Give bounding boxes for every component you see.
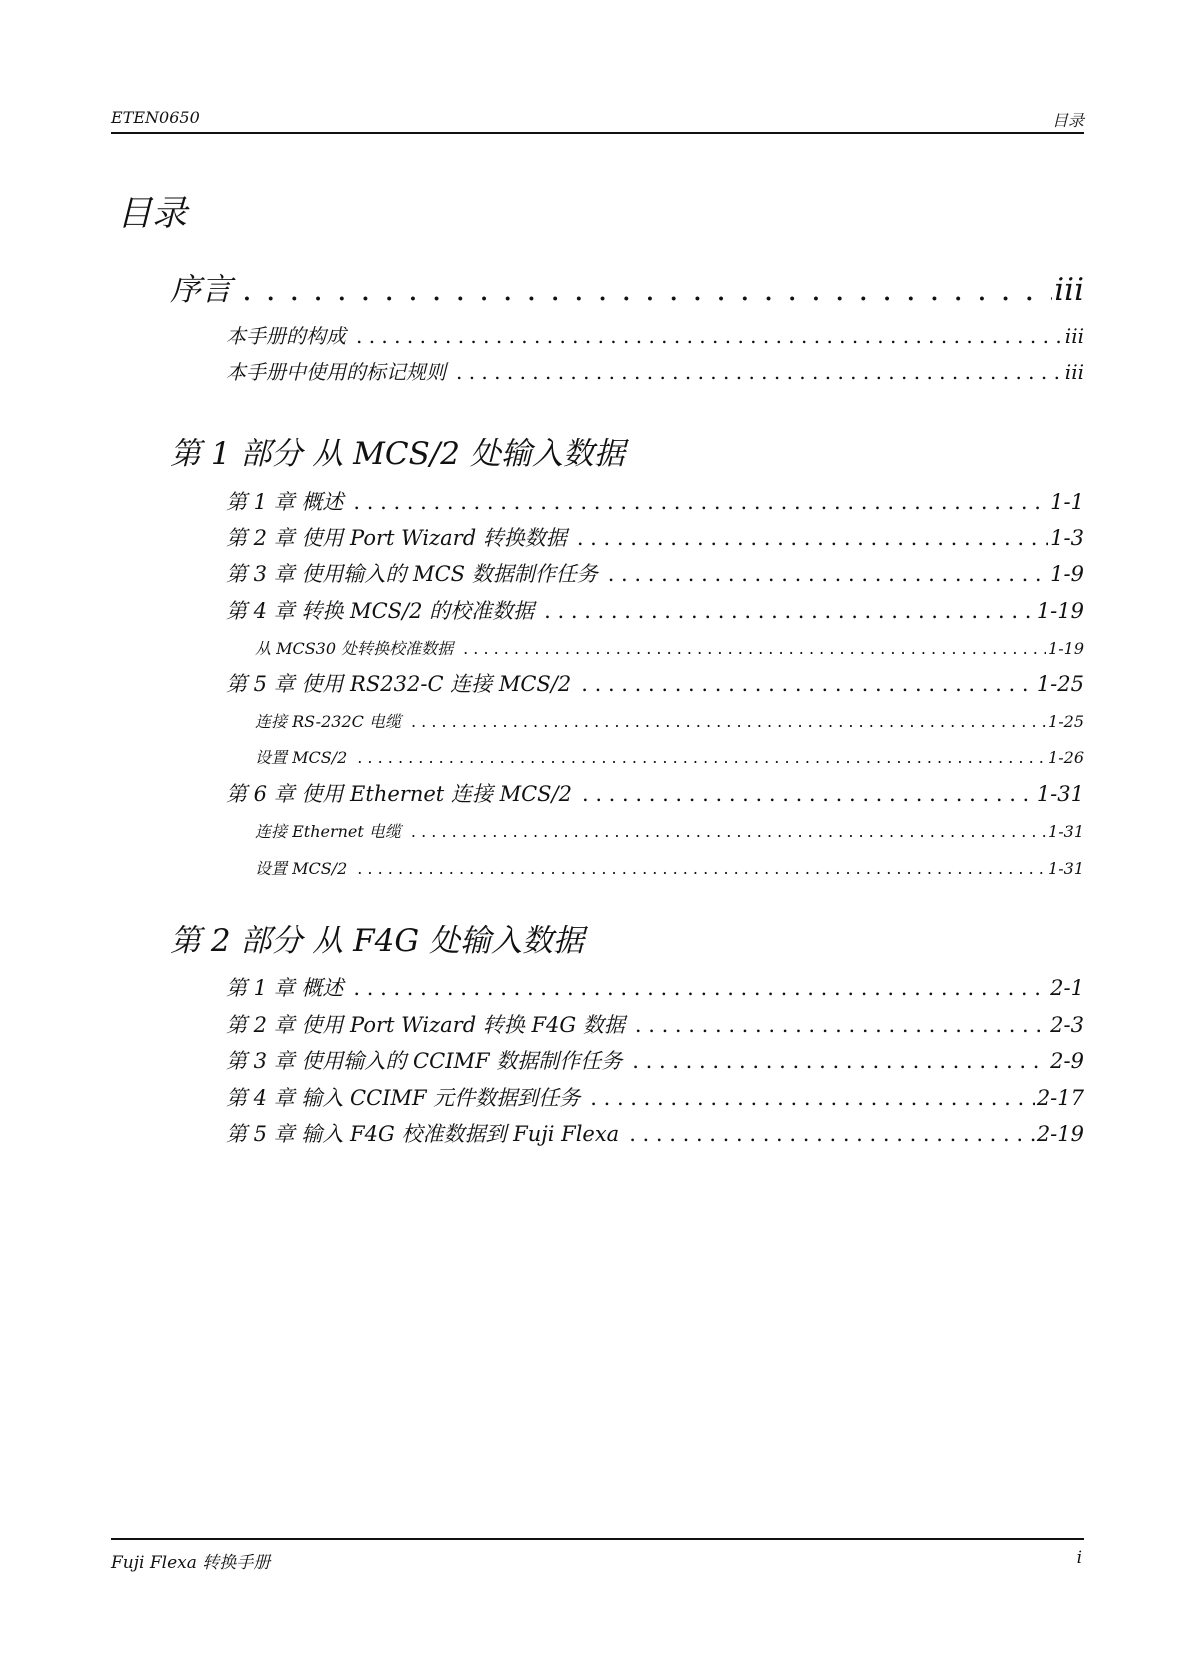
- toc-entry-section[interactable]: [255, 709, 1084, 732]
- toc-entry-page: 2-9: [1050, 1049, 1084, 1073]
- toc-entry-title: 第 6 章 使用 Ethernet 连接 MCS/2: [226, 782, 572, 806]
- toc-entry-chapter[interactable]: [226, 558, 1084, 588]
- toc-entry-title: 第 2 章 使用 Port Wizard 转换 F4G 数据: [226, 1013, 625, 1037]
- toc-leader-dots: [353, 490, 1048, 514]
- toc-entry-chapter[interactable]: [226, 522, 1084, 552]
- toc-leader-dots: [544, 599, 1035, 623]
- toc-entry-page: 1-26: [1048, 748, 1084, 767]
- toc-entry-chapter[interactable]: [226, 595, 1084, 625]
- toc-entry-page: 2-17: [1036, 1086, 1084, 1110]
- toc-leader-dots: [577, 526, 1048, 550]
- toc-entry-title: 第 1 章 概述: [226, 490, 344, 514]
- toc-leader-dots: [635, 1013, 1048, 1037]
- footer-manual-title: Fuji Flexa 转换手册: [111, 1553, 271, 1573]
- header-rule: [111, 132, 1084, 134]
- toc-entry-page: 1-19: [1048, 639, 1084, 658]
- toc-entry-title: 第 5 章 使用 RS232-C 连接 MCS/2: [226, 672, 572, 696]
- toc-leader-dots: [411, 822, 1046, 841]
- toc-entry-title: 第 2 章 使用 Port Wizard 转换数据: [226, 526, 567, 550]
- toc-leader-dots: [581, 672, 1035, 696]
- toc-entry-chapter[interactable]: [226, 972, 1084, 1002]
- toc-entry-page: 1-3: [1050, 526, 1084, 550]
- toc-leader-dots: [411, 712, 1046, 731]
- toc-leader-dots: [242, 272, 1052, 308]
- toc-leader-dots: [463, 639, 1046, 658]
- toc-entry-section[interactable]: [255, 636, 1084, 659]
- toc-leader-dots: [632, 1049, 1048, 1073]
- toc-leader-dots: [356, 324, 1063, 348]
- toc-entry-title: 第 4 章 转换 MCS/2 的校准数据: [226, 599, 535, 623]
- part-2-heading[interactable]: 第 2 部分 从 F4G 处输入数据: [170, 923, 584, 959]
- toc-entry-chapter[interactable]: [226, 1118, 1084, 1148]
- toc-leader-dots: [629, 1122, 1035, 1146]
- toc-entry-page: 2-1: [1050, 976, 1084, 1000]
- toc-entry-chapter[interactable]: [226, 778, 1084, 808]
- toc-entry-page: 1-31: [1048, 822, 1084, 841]
- toc-entry-chapter[interactable]: [226, 1045, 1084, 1075]
- toc-leader-dots: [456, 360, 1063, 384]
- toc-entry-title: 本手册中使用的标记规则: [226, 360, 446, 384]
- header-section: 目录: [1051, 111, 1084, 130]
- toc-entry-chapter[interactable]: [226, 486, 1084, 516]
- toc-entry-title: 连接 RS-232C 电缆: [255, 712, 401, 731]
- toc-entry-title: 序言: [170, 272, 232, 308]
- toc-entry-page: 1-1: [1050, 490, 1084, 514]
- toc-entry-page: 1-25: [1048, 712, 1084, 731]
- toc-entry-section[interactable]: [255, 745, 1084, 768]
- toc-leader-dots: [582, 782, 1035, 806]
- toc-entry-chapter[interactable]: [226, 668, 1084, 698]
- part-1-heading[interactable]: 第 1 部分 从 MCS/2 处输入数据: [170, 436, 625, 472]
- toc-entry-page: 1-31: [1036, 782, 1084, 806]
- toc-entry-preface-item[interactable]: [226, 356, 1084, 385]
- toc-entry-page: 1-25: [1036, 672, 1084, 696]
- toc-leader-dots: [608, 562, 1048, 586]
- toc-entry-section[interactable]: [255, 819, 1084, 842]
- toc-entry-title: 本手册的构成: [226, 324, 346, 348]
- toc-entry-title: 从 MCS30 处转换校准数据: [255, 639, 454, 658]
- toc-entry-chapter[interactable]: [226, 1082, 1084, 1112]
- toc-entry-preface[interactable]: [170, 264, 1084, 309]
- toc-leader-dots: [357, 859, 1046, 878]
- toc-entry-page: 2-19: [1036, 1122, 1084, 1146]
- toc-entry-title: 第 3 章 使用输入的 CCIMF 数据制作任务: [226, 1049, 623, 1073]
- toc-entry-chapter[interactable]: [226, 1009, 1084, 1039]
- toc-entry-page: iii: [1064, 324, 1084, 348]
- toc-entry-title: 第 4 章 输入 CCIMF 元件数据到任务: [226, 1086, 581, 1110]
- toc-entry-title: 设置 MCS/2: [255, 748, 348, 767]
- footer-page-number: i: [1076, 1548, 1082, 1568]
- toc-entry-page: iii: [1064, 360, 1084, 384]
- toc-entry-section[interactable]: [255, 856, 1084, 879]
- toc-entry-page: 2-3: [1050, 1013, 1084, 1037]
- toc-entry-title: 连接 Ethernet 电缆: [255, 822, 401, 841]
- toc-leader-dots: [353, 976, 1048, 1000]
- header-doc-id: ETEN0650: [111, 108, 200, 127]
- toc-entry-title: 设置 MCS/2: [255, 859, 348, 878]
- toc-entry-page: 1-9: [1050, 562, 1084, 586]
- toc-leader-dots: [357, 748, 1046, 767]
- page-title: 目录: [117, 194, 188, 234]
- toc-entry-page: 1-19: [1036, 599, 1084, 623]
- toc-entry-page: 1-31: [1048, 859, 1084, 878]
- toc-leader-dots: [590, 1086, 1035, 1110]
- toc-entry-preface-item[interactable]: [226, 320, 1084, 349]
- footer-rule: [111, 1538, 1084, 1540]
- toc-entry-title: 第 1 章 概述: [226, 976, 344, 1000]
- toc-entry-title: 第 5 章 输入 F4G 校准数据到 Fuji Flexa: [226, 1122, 620, 1146]
- toc-entry-page: iii: [1054, 272, 1084, 308]
- toc-entry-title: 第 3 章 使用输入的 MCS 数据制作任务: [226, 562, 598, 586]
